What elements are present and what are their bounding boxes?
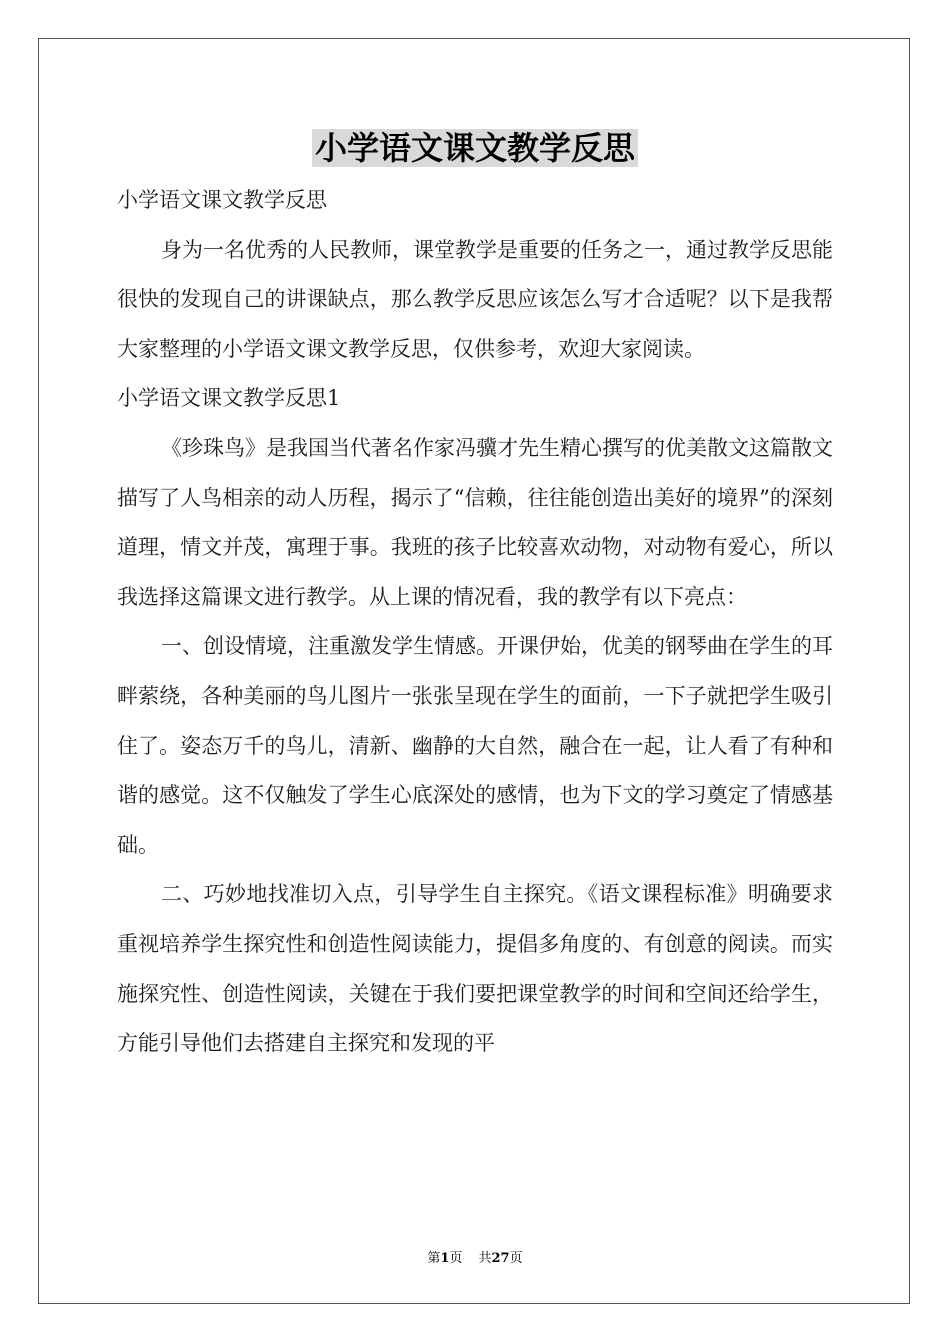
page-footer (0, 1247, 950, 1266)
document-subtitle: 小学语文课文教学反思 (117, 188, 327, 212)
body-paragraph-1: 《珍珠鸟》是我国当代著名作家冯骥才先生精心撰写的优美散文这篇散文描写了人鸟相亲的动人历程，揭示了“信赖，往往能创造出美好的境界”的深刻道理，情文并茂，寓理于事。我班的孩子比较喜欢动物，对动物有爱心，所以我选择这篇课文进行教学。从上课的情况看，我的教学有以下亮点： (117, 435, 833, 609)
body-paragraph-3: 二、巧妙地找准切入点，引导学生自主探究。《语文课程标准》明确要求重视培养学生探究性和创造性阅读能力，提倡多角度的、有创意的阅读。而实施探究性、创造性阅读，关键在于我们要把课堂教学的时间和空间还给学生，方能引导他们去搭建自主探究和发现的平 (117, 882, 833, 1056)
page-suffix: 页 (449, 1251, 463, 1266)
document-body (117, 176, 833, 1069)
document-title-text: 小学语文课文教学反思 (312, 129, 638, 167)
total-prefix: 共 (478, 1251, 492, 1266)
page-current: 1 (440, 1251, 450, 1266)
intro-paragraph: 身为一名优秀的人民教师，课堂教学是重要的任务之一，通过教学反思能很快的发现自己的讲课缺点，那么教学反思应该怎么写才合适呢？以下是我帮大家整理的小学语文课文教学反思，仅供参考，欢迎大家阅读。 (117, 237, 833, 361)
total-suffix: 页 (509, 1251, 523, 1266)
page-total: 27 (491, 1251, 510, 1266)
page-prefix: 第 (427, 1251, 441, 1266)
section-heading: 小学语文课文教学反思1 (117, 386, 341, 411)
document-title (0, 126, 950, 170)
body-paragraph-2: 一、创设情境，注重激发学生情感。开课伊始，优美的钢琴曲在学生的耳畔萦绕，各种美丽的鸟儿图片一张张呈现在学生的面前，一下子就把学生吸引住了。姿态万千的鸟儿，清新、幽静的大自然，融合在一起，让人看了有种和谐的感觉。这不仅触发了学生心底深处的感情，也为下文的学习奠定了情感基础。 (117, 634, 833, 857)
